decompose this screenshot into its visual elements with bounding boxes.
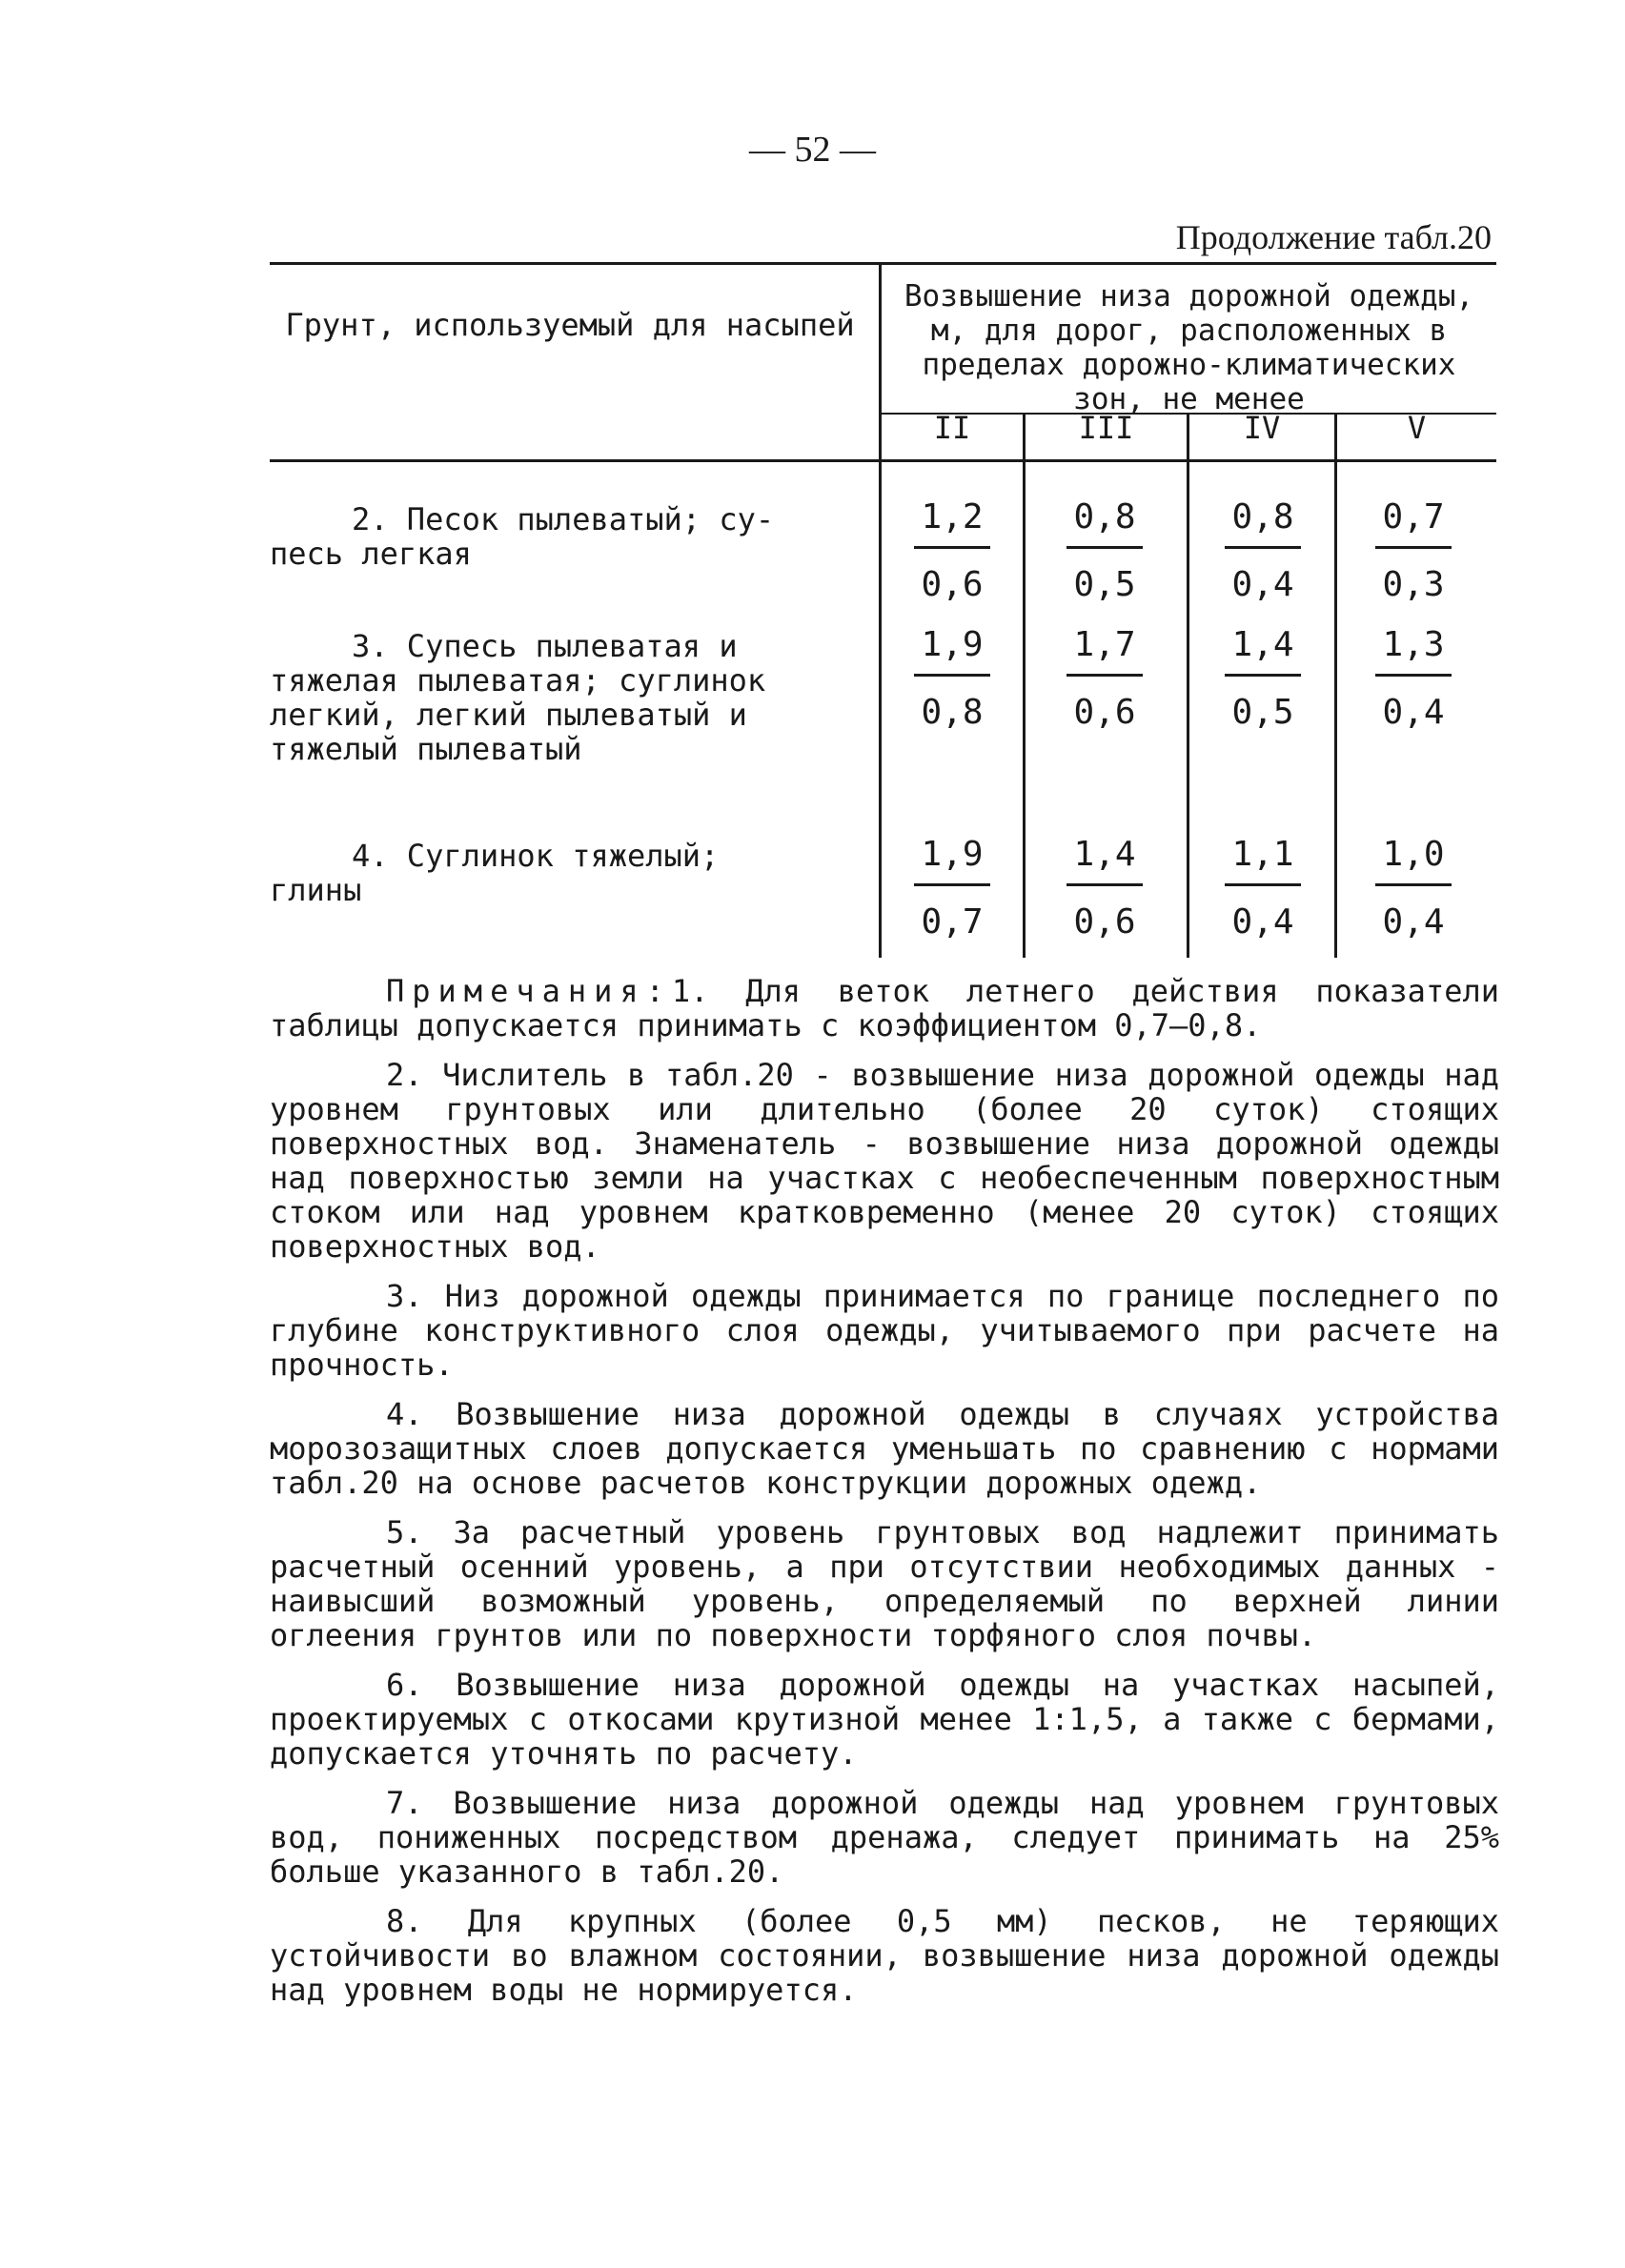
table-continuation-caption: Продолжение табл.20 (1175, 218, 1492, 256)
soil-row-label (270, 629, 823, 766)
fraction-bar (914, 546, 990, 549)
fraction-denominator: 0,3 (1382, 565, 1445, 604)
fraction-bar (1225, 883, 1301, 886)
elevation-fraction (1356, 622, 1471, 736)
fraction-bar (914, 883, 990, 886)
zone-divider (1023, 413, 1026, 958)
zone-divider (1187, 413, 1189, 958)
ground-column-header: Грунт, используемый для насыпей (285, 307, 855, 343)
soil-row-label-first: 3. Супесь пылеватая и (352, 628, 738, 664)
page-number: — 52 — (749, 130, 876, 170)
fraction-numerator: 1,3 (1382, 625, 1445, 664)
note-item (270, 974, 1499, 1043)
fraction-denominator: 0,4 (1231, 902, 1294, 942)
fraction-numerator: 1,9 (921, 835, 984, 874)
zone-label: II (933, 410, 971, 446)
elevation-fraction (1206, 495, 1320, 608)
soil-row-label-rest: песь легкая (270, 536, 472, 572)
fraction-bar (1066, 883, 1143, 886)
note-item: 3. Низ дорожной одежды принимается по границе последнего по глубине конструктивного слоя одежды, учитываемого при расчете на прочность. (270, 1278, 1499, 1383)
soil-row-label-first: 2. Песок пылеватый; су- (352, 501, 775, 537)
fraction-bar (914, 674, 990, 677)
fraction-numerator: 1,1 (1231, 835, 1294, 874)
elevation-column-header: Возвышение низа дорожной одежды, м, для дорог, расположенных в пределах дорожно-климатических зон, не менее (904, 279, 1474, 416)
elevation-fraction (1047, 832, 1162, 945)
fraction-denominator: 0,6 (1073, 693, 1136, 732)
fraction-denominator: 0,6 (1073, 902, 1136, 942)
note-item: 5. За расчетный уровень грунтовых вод надлежит принимать расчетный осенний уровень, а при отсутствии необходимых данных - наивысший возможный уровень, определяемый по верхней линии оглеения грунтов или по поверхности торфяного слоя почвы. (270, 1514, 1499, 1653)
fraction-denominator: 0,8 (921, 693, 984, 732)
header-bottom-rule (270, 459, 1496, 462)
fraction-numerator: 1,9 (921, 625, 984, 664)
fraction-denominator: 0,5 (1073, 565, 1136, 604)
note-text: 1. Для веток летнего действия показатели таблицы допускается принимать с коэффициентом 0,7–0,8. (270, 973, 1499, 1043)
table-notes (270, 974, 1499, 2022)
soil-row-label-rest: тяжелая пылеватая; суглинок легкий, легкий пылеватый и тяжелый пылеватый (270, 662, 766, 767)
table-top-rule (270, 262, 1496, 265)
elevation-fraction (1206, 622, 1320, 736)
fraction-denominator: 0,4 (1382, 693, 1445, 732)
fraction-numerator: 0,8 (1231, 497, 1294, 537)
soil-row-label-rest: глины (270, 872, 362, 908)
fraction-numerator: 1,7 (1073, 625, 1136, 664)
elevation-fraction (895, 832, 1009, 945)
soil-row-label (270, 502, 823, 571)
elevation-fraction (895, 495, 1009, 608)
fraction-denominator: 0,7 (921, 902, 984, 942)
fraction-numerator: 1,4 (1073, 835, 1136, 874)
elevation-fraction (1356, 832, 1471, 945)
fraction-numerator: 1,2 (921, 497, 984, 537)
fraction-denominator: 0,6 (921, 565, 984, 604)
fraction-denominator: 0,4 (1382, 902, 1445, 942)
zone-label: III (1078, 410, 1134, 446)
note-item: 6. Возвышение низа дорожной одежды на участках насыпей, проектируемых с откосами крутизной менее 1:1,5, а также с бермами, допускается уточнять по расчету. (270, 1667, 1499, 1772)
elevation-fraction (1047, 495, 1162, 608)
fraction-bar (1225, 674, 1301, 677)
fraction-numerator: 1,0 (1382, 835, 1445, 874)
elevation-fraction (1356, 495, 1471, 608)
fraction-bar (1225, 546, 1301, 549)
soil-row-label-first: 4. Суглинок тяжелый; (352, 838, 720, 874)
fraction-bar (1375, 546, 1452, 549)
soil-row-label (270, 839, 823, 907)
fraction-bar (1375, 674, 1452, 677)
fraction-denominator: 0,5 (1231, 693, 1294, 732)
note-item: 7. Возвышение низа дорожной одежды над уровнем грунтовых вод, пониженных посредством дренажа, следует принимать на 25% больше указанного в табл.20. (270, 1785, 1499, 1890)
elevation-fraction (1206, 832, 1320, 945)
zone-label: V (1407, 410, 1427, 446)
fraction-denominator: 0,4 (1231, 565, 1294, 604)
elevation-fraction (1047, 622, 1162, 736)
fraction-numerator: 1,4 (1231, 625, 1294, 664)
note-item: 2. Числитель в табл.20 - возвышение низа дорожной одежды над уровнем грунтовых или длительно (более 20 суток) стоящих поверхностных вод. Знаменатель - возвышение низа дорожной одежды над поверхностью земли на участках с необеспеченным поверхностным стоком или над уровнем кратковременно (менее 20 суток) стоящих поверхностных вод. (270, 1057, 1499, 1265)
zone-divider (1334, 413, 1337, 958)
note-item: 4. Возвышение низа дорожной одежды в случаях устройства морозозащитных слоев допускается уменьшать по сравнению с нормами табл.20 на основе расчетов конструкции дорожных одежд. (270, 1396, 1499, 1501)
fraction-bar (1066, 546, 1143, 549)
elevation-table (270, 262, 1496, 958)
zone-label: IV (1243, 410, 1281, 446)
fraction-bar (1375, 883, 1452, 886)
fraction-bar (1066, 674, 1143, 677)
fraction-numerator: 0,7 (1382, 497, 1445, 537)
note-item: 8. Для крупных (более 0,5 мм) песков, не теряющих устойчивости во влажном состоянии, возвышение низа дорожной одежды над уровнем воды не нормируется. (270, 1903, 1499, 2008)
fraction-numerator: 0,8 (1073, 497, 1136, 537)
notes-title: Примечания: (386, 973, 672, 1009)
elevation-fraction (895, 622, 1009, 736)
